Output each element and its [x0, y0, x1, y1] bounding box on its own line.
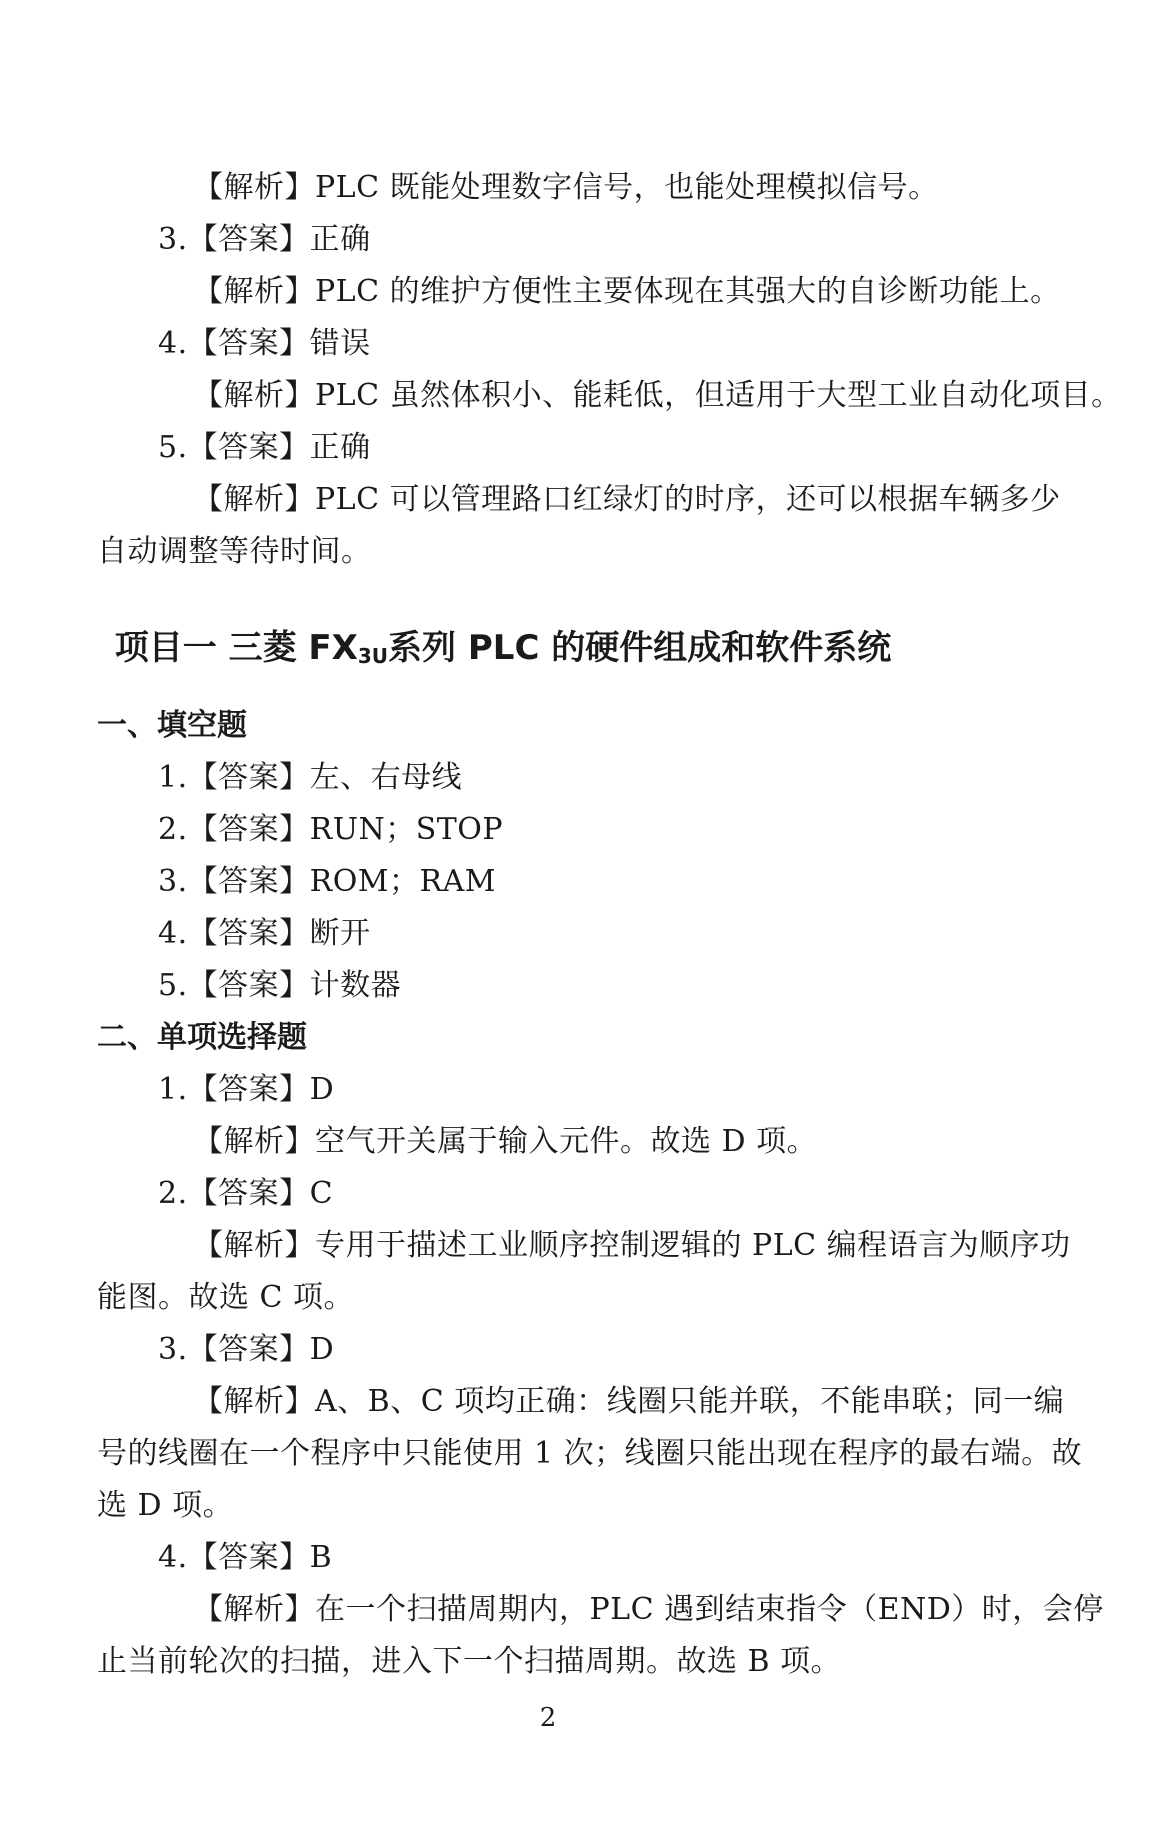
- analysis-continuation: 能图。故选 C 项。: [97, 1280, 355, 1315]
- answer-line: 2.【答案】C: [158, 1176, 334, 1211]
- section-heading-fill-blank: 一、填空题: [97, 708, 247, 743]
- answer-line: 1.【答案】左、右母线: [158, 760, 463, 795]
- answer-line: 1.【答案】D: [158, 1072, 335, 1107]
- analysis-line: 【解析】PLC 既能处理数字信号，也能处理模拟信号。: [193, 170, 939, 205]
- answer-line: 2.【答案】RUN；STOP: [158, 812, 504, 847]
- analysis-continuation: 自动调整等待时间。: [97, 534, 372, 569]
- analysis-line: 【解析】在一个扫描周期内，PLC 遇到结束指令（END）时，会停: [193, 1592, 1104, 1627]
- answer-line: 4.【答案】B: [158, 1540, 333, 1575]
- analysis-continuation: 号的线圈在一个程序中只能使用 1 次；线圈只能出现在程序的最右端。故: [97, 1436, 1083, 1471]
- answer-line: 4.【答案】断开: [158, 916, 371, 951]
- answer-line: 5.【答案】计数器: [158, 968, 402, 1003]
- answer-line: 4.【答案】错误: [158, 326, 371, 361]
- analysis-line: 【解析】空气开关属于输入元件。故选 D 项。: [193, 1124, 818, 1159]
- answer-line: 3.【答案】ROM；RAM: [158, 864, 496, 899]
- answer-line: 3.【答案】正确: [158, 222, 371, 257]
- analysis-continuation: 止当前轮次的扫描，进入下一个扫描周期。故选 B 项。: [97, 1644, 842, 1679]
- answer-line: 5.【答案】正确: [158, 430, 371, 465]
- page-number: 2: [539, 1703, 557, 1733]
- analysis-line: 【解析】专用于描述工业顺序控制逻辑的 PLC 编程语言为顺序功: [193, 1228, 1071, 1263]
- analysis-line: 【解析】PLC 可以管理路口红绿灯的时序，还可以根据车辆多少: [193, 482, 1061, 517]
- analysis-line: 【解析】PLC 虽然体积小、能耗低，但适用于大型工业自动化项目。: [193, 378, 1122, 413]
- analysis-line: 【解析】A、B、C 项均正确：线圈只能并联，不能串联；同一编: [193, 1384, 1065, 1419]
- project-title: 项目一 三菱 $FX_{3U}$系列 PLC 的硬件组成和软件系统: [114, 628, 892, 668]
- section-heading-single-choice: 二、单项选择题: [97, 1020, 307, 1055]
- analysis-continuation: 选 D 项。: [97, 1488, 234, 1523]
- analysis-line: 【解析】PLC 的维护方便性主要体现在其强大的自诊断功能上。: [193, 274, 1061, 309]
- answer-line: 3.【答案】D: [158, 1332, 335, 1367]
